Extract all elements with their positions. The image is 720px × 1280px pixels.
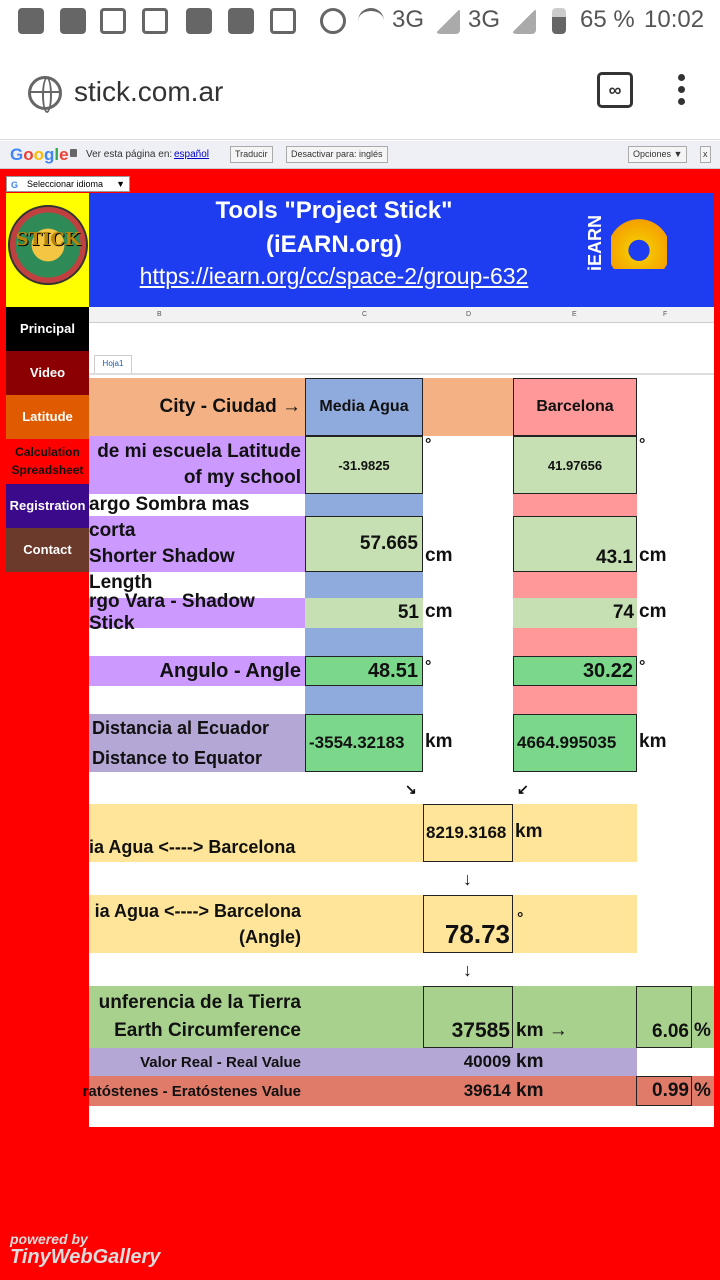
column-header: B — [157, 311, 162, 318]
battery-level: 65 % — [580, 6, 635, 33]
degree-symbol: ° — [517, 910, 524, 927]
degree-symbol: ° — [425, 436, 432, 453]
notification-icon — [18, 8, 44, 34]
network-1: 3G — [392, 6, 425, 33]
app-icon — [60, 8, 86, 34]
between-angle-cell[interactable]: 78.73 — [423, 895, 513, 953]
mail-icon — [142, 8, 168, 34]
eratosthenes-cell[interactable]: 39614 — [463, 1081, 511, 1100]
google-logo: Google — [10, 145, 69, 164]
sheet-tab[interactable]: Hoja1 — [94, 355, 132, 373]
iearn-text: iEARN — [585, 214, 605, 271]
unit-cm: cm — [425, 545, 453, 566]
unit-km: km — [515, 821, 543, 842]
unit-percent: % — [694, 1020, 711, 1041]
degree-symbol: ° — [639, 658, 646, 675]
options-button[interactable]: Opciones ▼ — [628, 146, 687, 163]
disable-translate-button[interactable]: Desactivar para: inglés — [286, 146, 388, 163]
more-menu-icon[interactable] — [678, 74, 686, 108]
unit-km: km — [639, 731, 667, 752]
nav-contact[interactable]: Contact — [6, 528, 89, 572]
stick1-cell[interactable]: 51 — [305, 598, 423, 628]
battery-icon — [552, 8, 566, 34]
circumference-unit: km → — [516, 1020, 568, 1041]
latitude1-cell[interactable]: -31.9825 — [305, 436, 423, 494]
city1-cell[interactable]: Media Agua — [305, 378, 423, 436]
column-header: E — [572, 311, 577, 318]
alarm-icon — [320, 8, 346, 34]
degree-symbol: ° — [425, 658, 432, 675]
column-header: F — [663, 311, 668, 318]
shadow1-cell[interactable]: 57.665 — [305, 516, 423, 572]
language-dropdown[interactable] — [6, 176, 130, 192]
wifi-icon — [358, 8, 384, 34]
globe-icon — [28, 76, 62, 110]
stick-label: rgo Vara - Shadow Stick — [89, 598, 305, 628]
column-header-row — [89, 307, 714, 323]
signal-icon — [436, 8, 460, 34]
translate-prompt: Ver esta página en: — [86, 149, 173, 160]
powered-by-badge[interactable] — [10, 1232, 160, 1268]
unit-km: km — [516, 1051, 544, 1072]
image-icon — [228, 8, 254, 34]
distance2-cell[interactable]: 4664.995035 — [513, 714, 637, 772]
latitude2-cell[interactable]: 41.97656 — [513, 436, 637, 494]
language-select[interactable]: español — [174, 149, 210, 160]
sidebar-nav — [6, 307, 89, 572]
real-value-label: Valor Real - Real Value — [140, 1053, 301, 1071]
city2-cell[interactable]: Barcelona — [513, 378, 637, 436]
network-2: 3G — [468, 6, 501, 33]
eratosthenes-label: ratóstenes - Eratóstenes Value — [82, 1082, 301, 1100]
page-header — [89, 193, 714, 307]
signal-icon — [512, 8, 536, 34]
translate-bar — [0, 141, 720, 169]
unit-percent: % — [694, 1080, 711, 1101]
shadow2-cell[interactable]: 43.1 — [513, 516, 637, 572]
circumference-cell[interactable]: 37585 — [423, 986, 513, 1048]
column-header: D — [466, 311, 472, 318]
header-title: Tools "Project Stick" — [215, 197, 453, 224]
city-label: City - Ciudad → — [89, 378, 305, 436]
iearn-logo-icon — [611, 207, 667, 269]
nav-principal[interactable]: Principal — [6, 307, 89, 351]
between-angle-label: ia Agua <----> Barcelona (Angle) — [94, 901, 301, 947]
url-field[interactable]: stick.com.ar — [74, 76, 224, 107]
arrow-down-icon: ↓ — [463, 869, 472, 889]
google-g-icon: G — [11, 180, 19, 190]
logo-text: STICK — [15, 229, 81, 250]
spreadsheet — [82, 307, 714, 1127]
nav-video[interactable]: Video — [6, 351, 89, 395]
nav-calculation-spreadsheet[interactable]: Calculation Spreadsheet — [6, 439, 89, 484]
column-header: C — [362, 311, 368, 318]
language-dropdown-label: Seleccionar idioma — [27, 179, 104, 189]
stick-logo[interactable] — [6, 193, 89, 307]
tab-switcher-button[interactable]: ∞ — [597, 72, 633, 108]
real-value-cell[interactable]: 40009 — [463, 1052, 511, 1071]
distance-label: Distancia al Ecuador Distance to Equator — [89, 714, 305, 772]
distance1-cell[interactable]: -3554.32183 — [305, 714, 423, 772]
arrow-sw-icon: ↙ — [517, 781, 529, 797]
close-icon[interactable]: x — [700, 146, 711, 163]
powered-by-text: powered by — [10, 1231, 88, 1247]
group-link[interactable]: https://iearn.org/cc/space-2/group-632 — [139, 263, 529, 289]
lock-icon — [70, 149, 77, 157]
tinywebgallery-logo: TinyWebGallery — [10, 1246, 161, 1268]
header-subtitle: (iEARN.org) — [266, 231, 402, 258]
translate-button[interactable]: Traducir — [230, 146, 273, 163]
facebook-icon — [186, 8, 212, 34]
mail-icon — [100, 8, 126, 34]
between-km-cell[interactable]: 8219.3168 — [423, 804, 513, 862]
unit-cm: cm — [425, 601, 453, 622]
arrow-down-icon: ↓ — [463, 960, 472, 980]
angle1-cell[interactable]: 48.51 — [305, 656, 423, 686]
degree-symbol: ° — [639, 436, 646, 453]
angle2-cell[interactable]: 30.22 — [513, 656, 637, 686]
unit-cm: cm — [639, 601, 667, 622]
between-label: ia Agua <----> Barcelona — [89, 837, 296, 857]
unit-km: km — [516, 1080, 544, 1101]
latitude-label: de mi escuela Latitude of my school — [89, 436, 305, 494]
angle-label: Angulo - Angle — [89, 656, 305, 686]
eratosthenes-pct-cell[interactable]: 0.99 — [636, 1076, 692, 1106]
mail-icon — [270, 8, 296, 34]
status-bar — [0, 0, 720, 44]
circumference-pct-cell[interactable]: 6.06 — [636, 986, 692, 1048]
nav-registration[interactable]: Registration — [6, 484, 89, 528]
arrow-se-icon: ↘ — [405, 781, 417, 797]
nav-latitude[interactable]: Latitude — [6, 395, 89, 439]
shadow-label: argo Sombra mas corta Shorter Shadow Length — [89, 516, 305, 572]
stick2-cell[interactable]: 74 — [513, 598, 637, 628]
unit-km: km — [425, 731, 453, 752]
chevron-down-icon: ▼ — [116, 179, 125, 189]
clock: 10:02 — [644, 6, 705, 33]
circumference-label: unferencia de la Tierra Earth Circumference — [98, 992, 301, 1041]
unit-cm: cm — [639, 545, 667, 566]
